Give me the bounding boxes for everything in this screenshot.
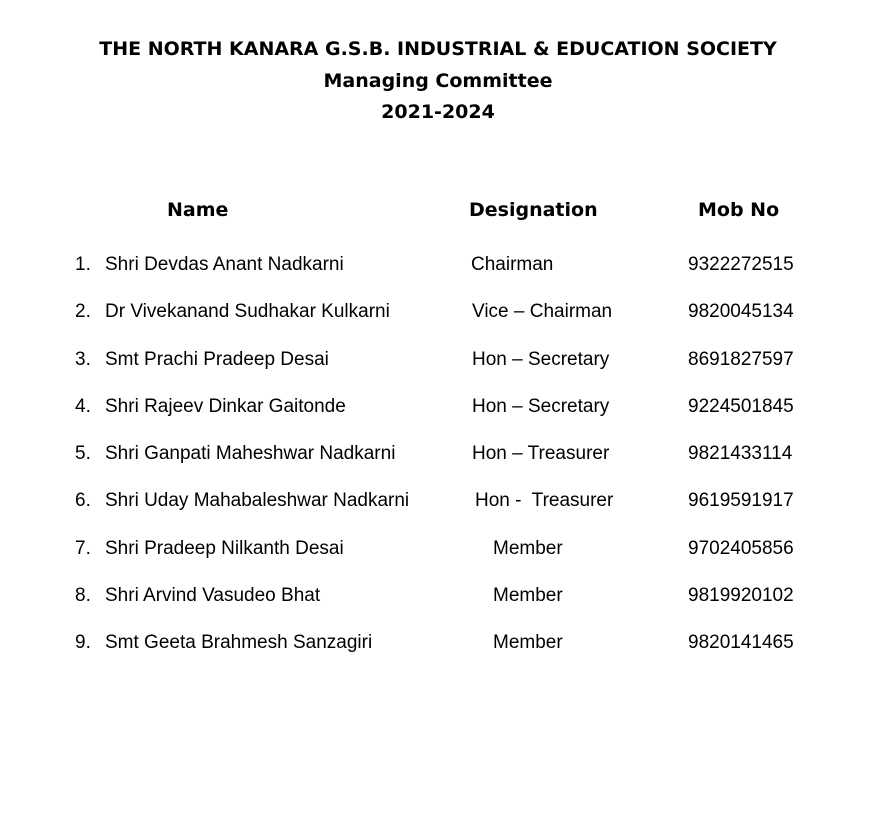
member-row xyxy=(0,348,884,395)
column-header-designation: Designation xyxy=(469,199,598,221)
member-number: 7. xyxy=(75,537,91,559)
member-mobile: 9821433114 xyxy=(688,443,793,465)
member-name: Smt Geeta Brahmesh Sanzagiri xyxy=(105,632,373,654)
member-number: 1. xyxy=(75,254,91,275)
member-row xyxy=(0,395,884,442)
member-mobile: 9322272515 xyxy=(688,254,794,275)
member-name: Smt Prachi Pradeep Desai xyxy=(105,348,329,370)
member-row xyxy=(0,442,884,489)
member-designation: Hon – Treasurer xyxy=(472,443,610,465)
member-number: 6. xyxy=(75,490,91,512)
member-designation: Member xyxy=(493,632,563,654)
member-name: Shri Rajeev Dinkar Gaitonde xyxy=(105,395,346,417)
member-designation: Hon – Secretary xyxy=(472,348,610,370)
member-mobile: 9820045134 xyxy=(688,301,794,323)
member-designation: Hon – Secretary xyxy=(472,395,610,417)
column-header-name: Name xyxy=(167,199,229,221)
member-row xyxy=(0,537,884,584)
member-designation: Hon - Treasurer xyxy=(475,490,614,512)
member-name: Shri Arvind Vasudeo Bhat xyxy=(105,585,321,607)
member-number: 8. xyxy=(75,585,91,607)
member-mobile: 9224501845 xyxy=(688,395,794,417)
member-mobile: 9702405856 xyxy=(688,537,794,559)
member-name: Shri Ganpati Maheshwar Nadkarni xyxy=(105,443,396,465)
member-designation: Member xyxy=(493,585,563,607)
member-row xyxy=(0,489,884,536)
member-name: Shri Uday Mahabaleshwar Nadkarni xyxy=(105,490,410,512)
member-mobile: 8691827597 xyxy=(688,348,794,370)
member-designation: Member xyxy=(493,537,563,559)
member-row xyxy=(0,253,884,300)
member-name: Shri Devdas Anant Nadkarni xyxy=(105,254,344,275)
organization-title: THE NORTH KANARA G.S.B. INDUSTRIAL & EDUCATION SOCIETY xyxy=(99,38,777,60)
member-row xyxy=(0,631,884,678)
member-name: Shri Pradeep Nilkanth Desai xyxy=(105,537,344,559)
member-name: Dr Vivekanand Sudhakar Kulkarni xyxy=(105,301,390,323)
term-years: 2021-2024 xyxy=(381,101,495,123)
member-row xyxy=(0,584,884,631)
member-mobile: 9819920102 xyxy=(688,585,794,607)
member-number: 2. xyxy=(75,301,91,323)
member-number: 3. xyxy=(75,348,91,370)
member-mobile: 9820141465 xyxy=(688,632,794,654)
member-row xyxy=(0,300,884,347)
member-number: 5. xyxy=(75,443,91,465)
member-number: 9. xyxy=(75,632,91,654)
committee-title: Managing Committee xyxy=(323,70,553,92)
member-designation: Chairman xyxy=(471,254,554,275)
member-mobile: 9619591917 xyxy=(688,490,794,512)
member-list xyxy=(0,253,884,679)
member-number: 4. xyxy=(75,395,91,417)
column-header-mobile: Mob No xyxy=(698,199,780,221)
member-designation: Vice – Chairman xyxy=(472,301,613,323)
